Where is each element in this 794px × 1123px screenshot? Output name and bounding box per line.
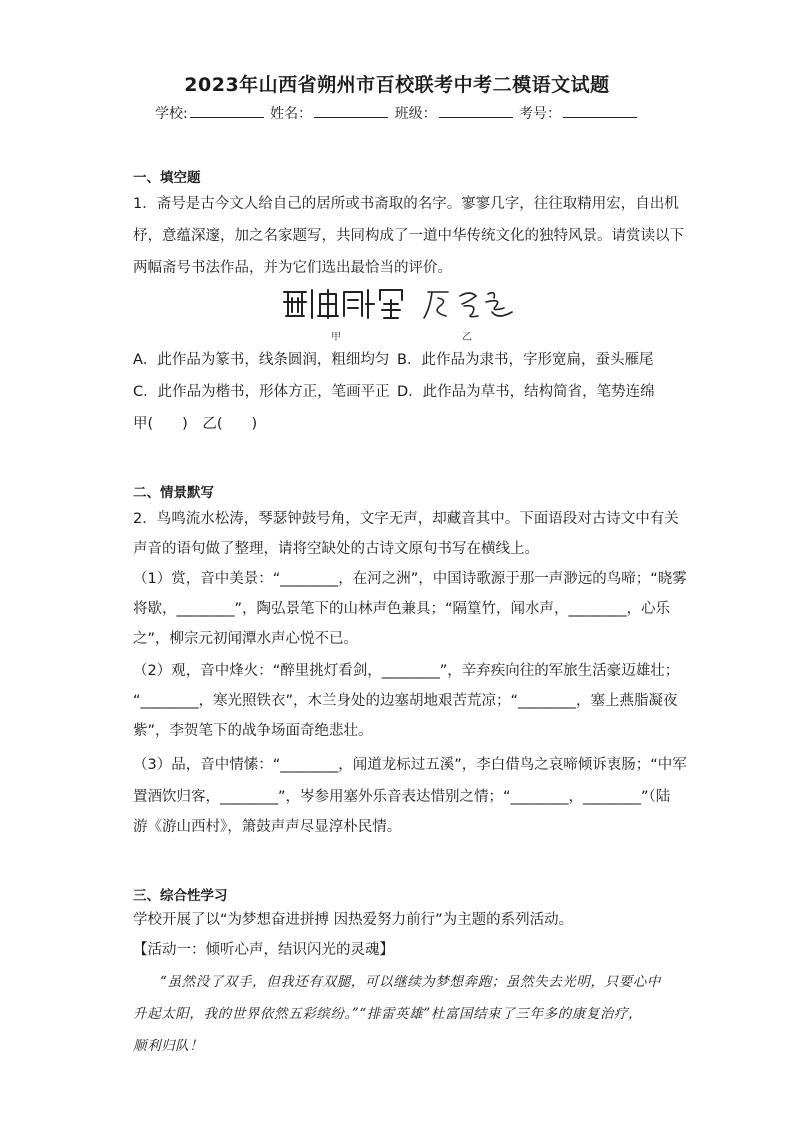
question-2-line: 置酒饮归客，________”，岑参用塞外乐音表达惜别之情；“________，________”（陆 bbox=[133, 789, 671, 805]
question-2-line: 2．鸟鸣流水松涛，琴瑟钟鼓号角，文字无声，却藏音其中。下面语段对古诗文中有关 bbox=[133, 511, 679, 527]
seal-script-work bbox=[284, 290, 402, 318]
exam-number-label: 考号： bbox=[519, 106, 562, 122]
section-heading-integrated-study: 三、综合性学习 bbox=[133, 888, 228, 904]
section-3-intro: 学校开展了以“为梦想奋进拼搏 因热爱努力前行”为主题的系列活动。 bbox=[133, 912, 574, 928]
option-a[interactable]: A．此作品为篆书，线条圆润，粗细均匀 bbox=[133, 352, 390, 368]
question-2-line: “________，寒光照铁衣”，木兰身处的边塞胡地艰苦荒凉；“________，塞上燕脂凝夜 bbox=[133, 693, 678, 709]
question-2-line: （1）赏，音中美景：“________，在河之洲”，中国诗歌源于那一声渺远的鸟啼；“晓雾 bbox=[133, 571, 687, 587]
option-b[interactable]: B．此作品为隶书，字形宽扁，蚕头雁尾 bbox=[397, 352, 654, 368]
section-heading-fill-blank: 一、填空题 bbox=[133, 170, 201, 186]
exam-number-blank[interactable] bbox=[563, 105, 637, 118]
name-blank[interactable] bbox=[314, 105, 388, 118]
class-label: 班级： bbox=[394, 106, 437, 122]
caption-yi: 乙 bbox=[462, 332, 472, 343]
option-c[interactable]: C．此作品为楷书，形体方正，笔画平正 bbox=[133, 384, 390, 400]
activity-1-title: 【活动一：倾听心声，结识闪光的灵魂】 bbox=[133, 942, 394, 958]
calligraphy-image bbox=[282, 286, 522, 322]
student-info-line bbox=[0, 103, 794, 123]
option-d[interactable]: D．此作品为草书，结构简省，笔势连绵 bbox=[397, 384, 655, 400]
question-2-line: 声音的语句做了整理，请将空缺处的古诗文原句书写在横线上。 bbox=[133, 541, 539, 557]
page-title: 2023年山西省朔州市百校联考中考二模语文试题 bbox=[184, 74, 610, 96]
question-2-line: 之”，柳宗元初闻潭水声心悦不已。 bbox=[133, 631, 359, 647]
question-2-line: 将歇，________”，陶弘景笔下的山林声色兼具；“隔篁竹，闻水声，________，心乐 bbox=[133, 601, 671, 617]
name-label: 姓名： bbox=[270, 106, 313, 122]
answer-blanks[interactable]: 甲( ) 乙( ) bbox=[133, 416, 258, 432]
class-blank[interactable] bbox=[439, 105, 513, 118]
question-2-line: （3）品，音中情愫：“________，闻道龙标过五溪”，李白借鸟之哀啼倾诉衷肠；“中军 bbox=[133, 757, 687, 773]
school-blank[interactable] bbox=[190, 105, 264, 118]
quote-line: 顺利归队！ bbox=[133, 1038, 204, 1054]
question-2-line: 紫”，李贺笔下的战争场面奇绝悲壮。 bbox=[133, 723, 373, 739]
question-1-line: 杼，意蕴深邃，加之名家题写，共同构成了一道中华传统文化的独特风景。请赏读以下 bbox=[133, 228, 684, 244]
school-label: 学校: bbox=[154, 106, 188, 122]
section-heading-recitation: 二、情景默写 bbox=[133, 485, 214, 501]
question-1-line: 两幅斋号书法作品，并为它们选出最恰当的评价。 bbox=[133, 260, 452, 276]
question-1-line: 1．斋号是古今文人给自己的居所或书斋取的名字。寥寥几字，往往取精用宏，自出机 bbox=[133, 196, 679, 212]
question-2-line: （2）观，音中烽火：“醉里挑灯看剑，________”，辛弃疾向往的军旅生活豪迈雄壮； bbox=[133, 663, 680, 679]
quote-line: 升起太阳，我的世界依然五彩缤纷。”“排雷英雄”杜富国结束了三年多的康复治疗， bbox=[133, 1006, 643, 1022]
caption-jia: 甲 bbox=[331, 332, 341, 343]
cursive-script-work bbox=[424, 292, 512, 318]
question-2-line: 游《游山西村》，箫鼓声声尽显淳朴民情。 bbox=[133, 819, 402, 835]
quote-line: “虽然没了双手，但我还有双腿，可以继续为梦想奔跑；虽然失去光明，只要心中 bbox=[160, 974, 662, 990]
